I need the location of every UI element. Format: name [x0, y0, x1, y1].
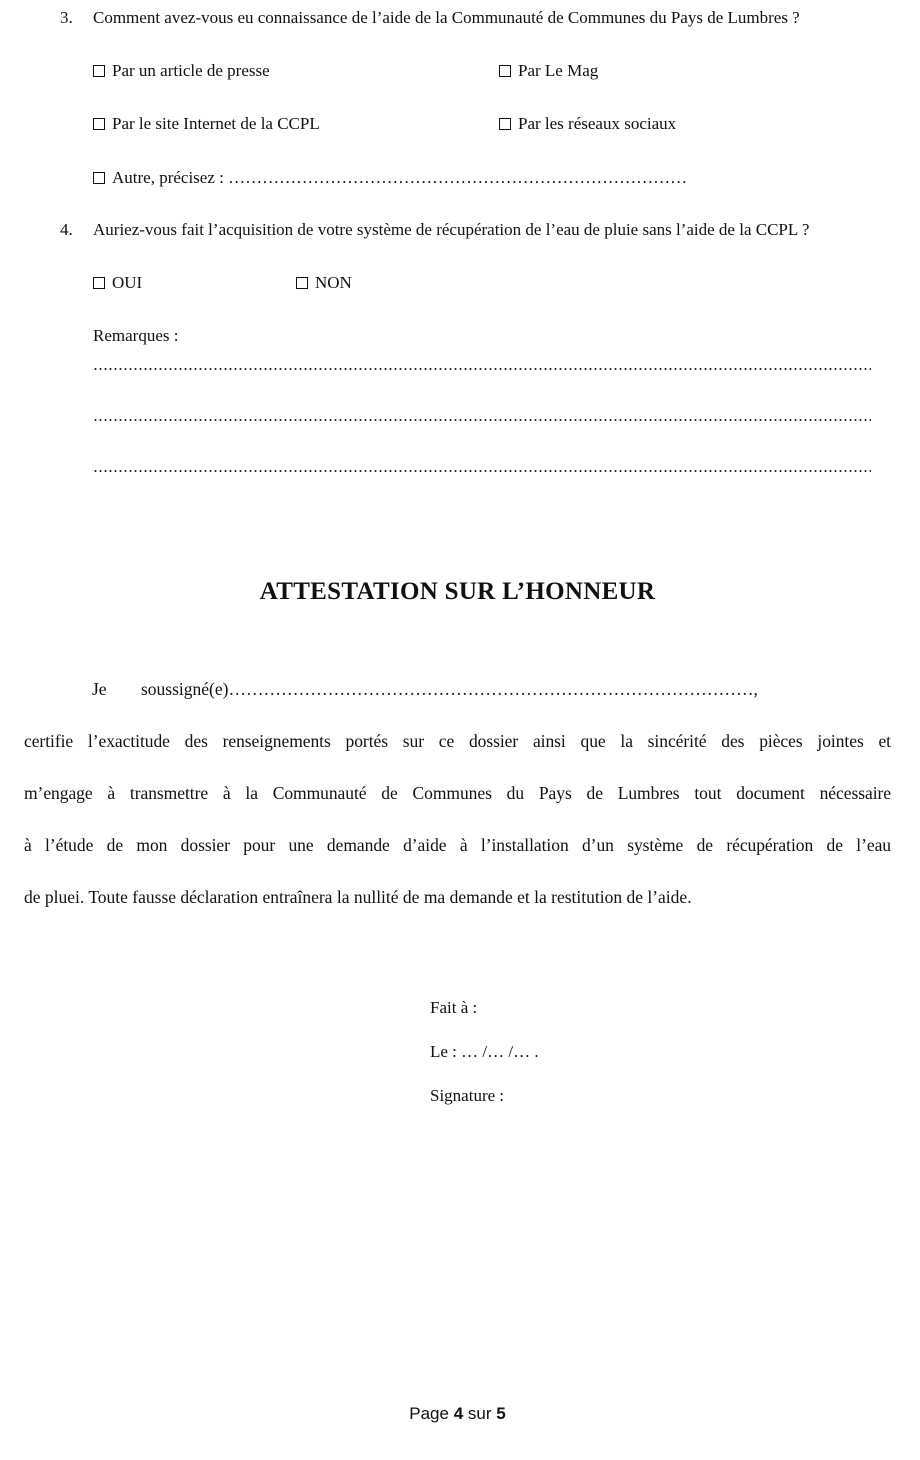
attestation-line-4: à l’étude de mon dossier pour une demande d’aide à l’installation d’un système de récupération de l’eau: [24, 835, 891, 855]
checkbox-icon[interactable]: [499, 65, 511, 77]
checkbox-icon[interactable]: [93, 118, 105, 130]
attestation-line-2: certifie l’exactitude des renseignements portés sur ce dossier ainsi que la sincérité des pièces jointes et: [24, 731, 891, 751]
option-label: Par Le Mag: [518, 61, 599, 80]
attestation-soussigne: soussigné(e)………………………………………………………………………………,: [141, 679, 758, 699]
checkbox-icon[interactable]: [499, 118, 511, 130]
option-le-mag[interactable]: [499, 61, 598, 81]
fait-a-label: Fait à :: [430, 998, 478, 1017]
question-4-number: 4.: [60, 220, 73, 239]
attestation-je: Je: [92, 679, 107, 699]
page-current: 4: [453, 1404, 464, 1423]
checkbox-icon[interactable]: [93, 172, 105, 184]
remarks-line-3[interactable]: [93, 470, 871, 472]
option-label: Par les réseaux sociaux: [518, 114, 677, 133]
attestation-title: ATTESTATION SUR L’HONNEUR: [259, 578, 656, 605]
option-press-article[interactable]: [93, 61, 270, 81]
option-social-networks[interactable]: [499, 114, 676, 134]
option-other[interactable]: [93, 168, 687, 188]
option-label: OUI: [112, 273, 143, 292]
page-prefix: Page: [409, 1404, 449, 1423]
option-label: Par un article de presse: [112, 61, 270, 80]
option-label: Par le site Internet de la CCPL: [112, 114, 320, 133]
question-3-text: Comment avez-vous eu connaissance de l’aide de la Communauté de Communes du Pays de Lumbres ?: [93, 8, 800, 27]
page-total: 5: [496, 1404, 506, 1423]
option-label: Autre, précisez : ………………………………………………………………………: [112, 168, 688, 187]
signature-label: Signature :: [430, 1086, 505, 1105]
checkbox-icon[interactable]: [93, 277, 105, 289]
checkbox-icon[interactable]: [93, 65, 105, 77]
question-4-text: Auriez-vous fait l’acquisition de votre système de récupération de l’eau de pluie sans l’aide de la CCPL ?: [93, 220, 810, 239]
attestation-line-3: m’engage à transmettre à la Communauté de Communes du Pays de Lumbres tout document nécessaire: [24, 783, 891, 803]
attestation-line-5: de pluei. Toute fausse déclaration entraînera la nullité de ma demande et la restitution de l’aide.: [24, 887, 692, 907]
option-website[interactable]: [93, 114, 320, 134]
page-footer: [0, 1404, 915, 1424]
checkbox-icon[interactable]: [296, 277, 308, 289]
remarks-line-1[interactable]: [93, 368, 871, 370]
option-oui[interactable]: [93, 273, 142, 293]
remarks-line-2[interactable]: [93, 419, 871, 421]
date-label: Le : … /… /… .: [430, 1042, 539, 1061]
page-middle: sur: [467, 1404, 492, 1423]
option-label: NON: [315, 273, 352, 292]
remarks-label: Remarques :: [93, 326, 179, 345]
option-non[interactable]: [296, 273, 352, 293]
question-3-number: 3.: [60, 8, 73, 27]
